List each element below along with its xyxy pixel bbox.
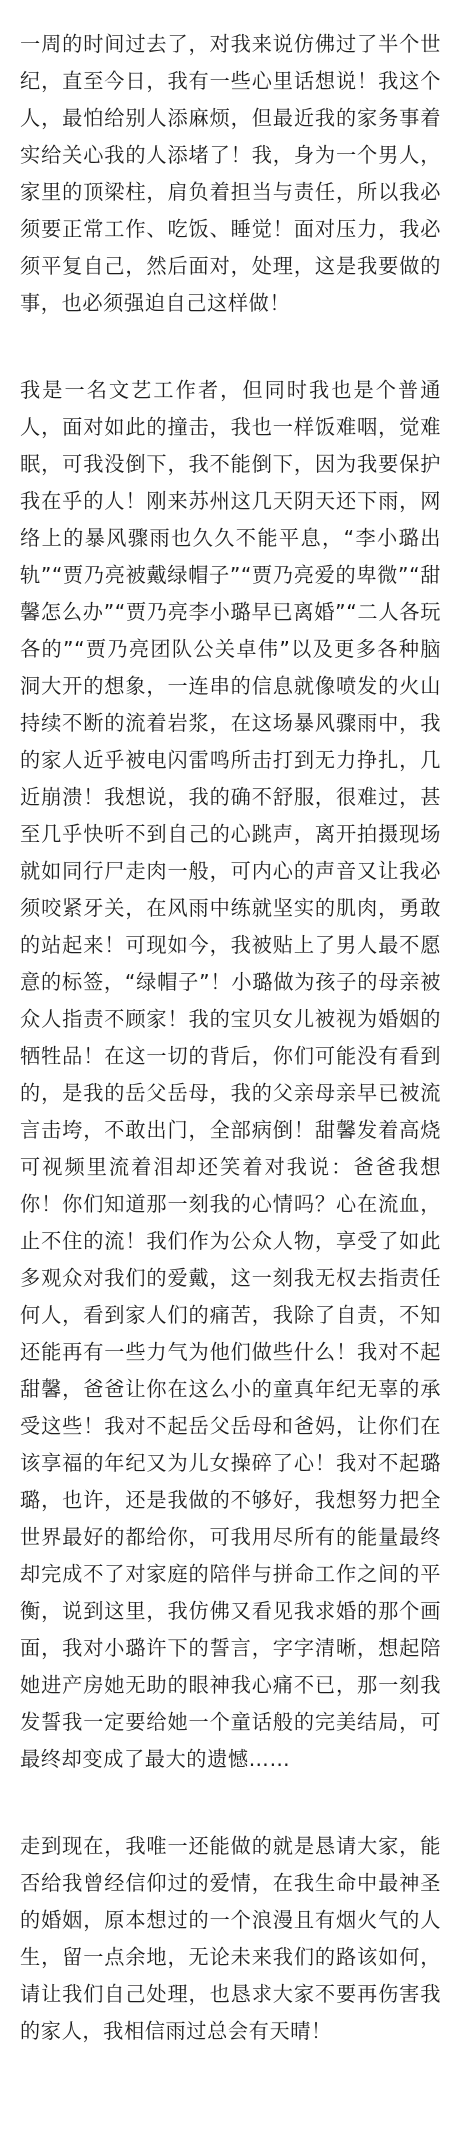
paragraph-closing: 走到现在，我唯一还能做的就是恳请大家，能否给我曾经信仰过的爱情，在我生命中最神圣的婚姻，原本想过的一个浪漫且有烟火气的人生，留一点余地，无论未来我们的路该如何，请让我们自己处理，也恳求大家不要再伤害我的家人，我相信雨过总会有天晴！ [20, 1834, 441, 2043]
paragraph-main: 我是一名文艺工作者，但同时我也是个普通人，面对如此的撞击，我也一样饭难咽，觉难眠，可我没倒下，我不能倒下，因为我要保护我在乎的人！刚来苏州这几天阴天还下雨，网络上的暴风骤雨也久久不能平息，“李小璐出轨”“贾乃亮被戴绿帽子”“贾乃亮爱的卑微”“甜馨怎么办”“贾乃亮李小璐早已离婚”“二人各玩各的”“贾乃亮团队公关卓伟”以及更多各种脑洞大开的想象，一连串的信息就像喷发的火山持续不断的流着岩浆，在这场暴风骤雨中，我的家人近乎被电闪雷鸣所击打到无力挣扎，几近崩溃！我想说，我的确不舒服，很难过，甚至几乎快听不到自己的心跳声，离开拍摄现场就如同行尸走肉一般，可内心的声音又让我必须咬紧牙关，在风雨中练就坚实的肌肉，勇敢的站起来！可现如今，我被贴上了男人最不愿意的标签，“绿帽子”！小璐做为孩子的母亲被众人指责不顾家！我的宝贝女儿被视为婚姻的牺牲品！在这一切的背后，你们可能没有看到的，是我的岳父岳母，我的父亲母亲早已被流言击垮，不敢出门，全部病倒！甜馨发着高烧可视频里流着泪却还笑着对我说：爸爸我想你！你们知道那一刻我的心情吗？心在流血，止不住的流！我们作为公众人物，享受了如此多观众对我们的爱戴，这一刻我无权去指责任何人，看到家人们的痛苦，我除了自责，不知还能再有一些力气为他们做些什么！我对不起甜馨，爸爸让你在这么小的童真年纪无辜的承受这些！我对不起岳父岳母和爸妈，让你们在该享福的年纪又为儿女操碎了心！我对不起璐璐，也许，还是我做的不够好，我想努力把全世界最好的都给你，可我用尽所有的能量最终却完成不了对家庭的陪伴与拼命工作之间的平衡，说到这里，我仿佛又看见我求婚的那个画面，我对小璐许下的誓言，字字清晰，想起陪她进产房她无助的眼神我心痛不已，那一刻我发誓我一定要给她一个童话般的完美结局，可最终却变成了最大的遗憾…… [20, 378, 441, 1771]
paragraph-intro: 一周的时间过去了，对我来说仿佛过了半个世纪，直至今日，我有一些心里话想说！我这个人，最怕给别人添麻烦，但最近我的家务事着实给关心我的人添堵了！我，身为一个男人，家里的顶梁柱，肩负着担当与责任，所以我必须要正常工作、吃饭、睡觉！面对压力，我必须平复自己，然后面对，处理，这是我要做的事，也必须强迫自己这样做！ [20, 32, 441, 315]
